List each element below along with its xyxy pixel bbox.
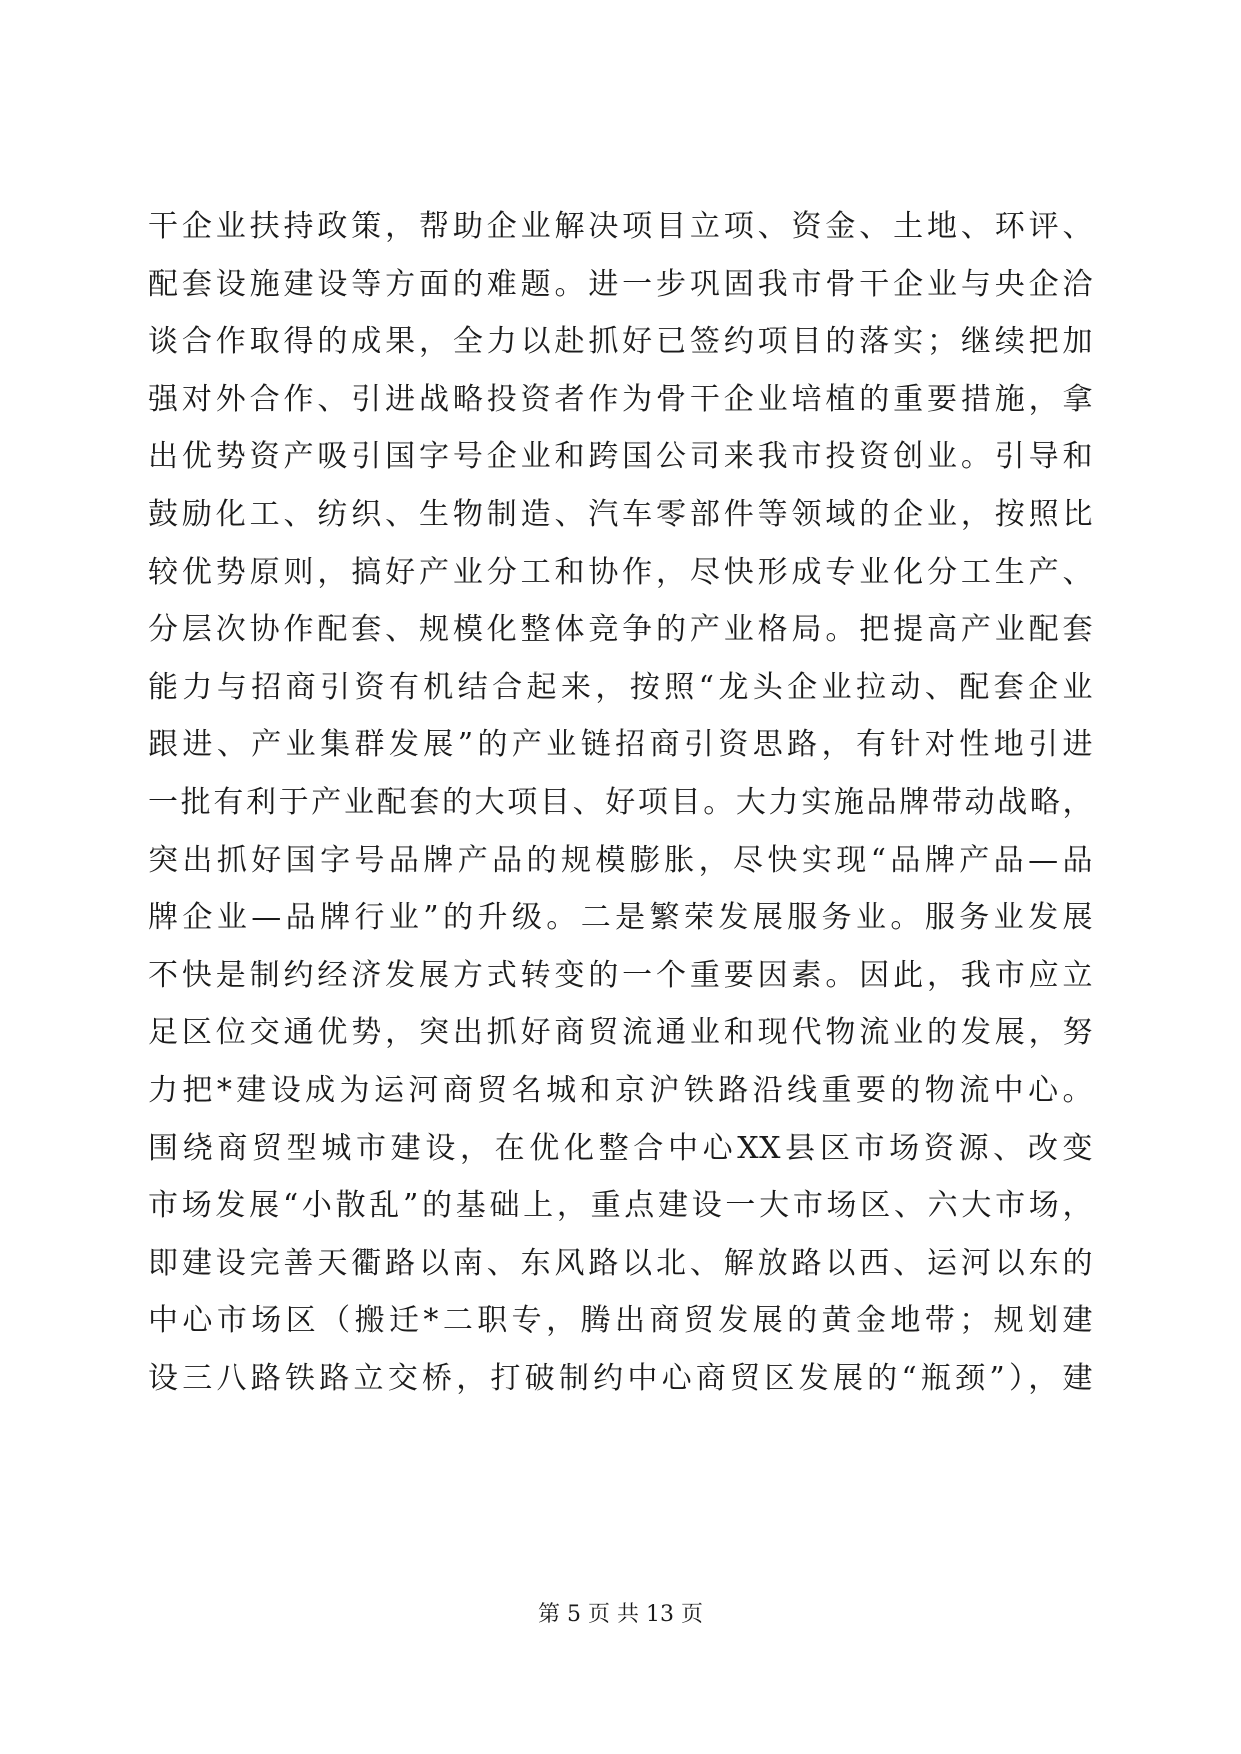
text-line: 市场发展“小散乱”的基础上，重点建设一大市场区、六大市场， [148,1188,1093,1224]
body-text [148,198,1093,1407]
text-line: 鼓励化工、纺织、生物制造、汽车零部件等领域的企业，按照比 [148,496,1093,532]
text-line: 跟进、产业集群发展”的产业链招商引资思路，有针对性地引进 [148,727,1093,763]
text-line: 即建设完善天衢路以南、东风路以北、解放路以西、运河以东的 [148,1245,1093,1281]
text-line: 中心市场区（搬迁*二职专，腾出商贸发展的黄金地带；规划建 [148,1303,1093,1339]
text-line: 谈合作取得的成果，全力以赴抓好已签约项目的落实；继续把加 [148,324,1093,360]
text-line: 能力与招商引资有机结合起来，按照“龙头企业拉动、配套企业 [148,669,1093,705]
text-line: 出优势资产吸引国字号企业和跨国公司来我市投资创业。引导和 [148,439,1093,475]
text-line: 突出抓好国字号品牌产品的规模膨胀，尽快实现“品牌产品—品 [148,842,1093,878]
text-line: 设三八路铁路立交桥，打破制约中心商贸区发展的“瓶颈”），建 [148,1360,1093,1396]
text-line: 强对外合作、引进战略投资者作为骨干企业培植的重要措施，拿 [148,381,1093,417]
text-line: 配套设施建设等方面的难题。进一步巩固我市骨干企业与央企洽 [148,266,1093,302]
text-line: 围绕商贸型城市建设，在优化整合中心XX县区市场资源、改变 [148,1130,1093,1166]
text-line: 分层次协作配套、规模化整体竞争的产业格局。把提高产业配套 [148,612,1093,648]
text-line: 不快是制约经济发展方式转变的一个重要因素。因此，我市应立 [148,957,1093,993]
text-line: 足区位交通优势，突出抓好商贸流通业和现代物流业的发展，努 [148,1015,1093,1051]
text-line: 干企业扶持政策，帮助企业解决项目立项、资金、土地、环评、 [148,209,1093,244]
page-number-footer: 第 5 页 共 13 页 [538,1602,703,1627]
text-line: 力把*建设成为运河商贸名城和京沪铁路沿线重要的物流中心。 [148,1072,1093,1108]
text-line: 牌企业—品牌行业”的升级。二是繁荣发展服务业。服务业发展 [148,900,1093,936]
text-line: 较优势原则，搞好产业分工和协作，尽快形成专业化分工生产、 [148,554,1093,590]
text-line: 一批有利于产业配套的大项目、好项目。大力实施品牌带动战略， [148,784,1093,820]
